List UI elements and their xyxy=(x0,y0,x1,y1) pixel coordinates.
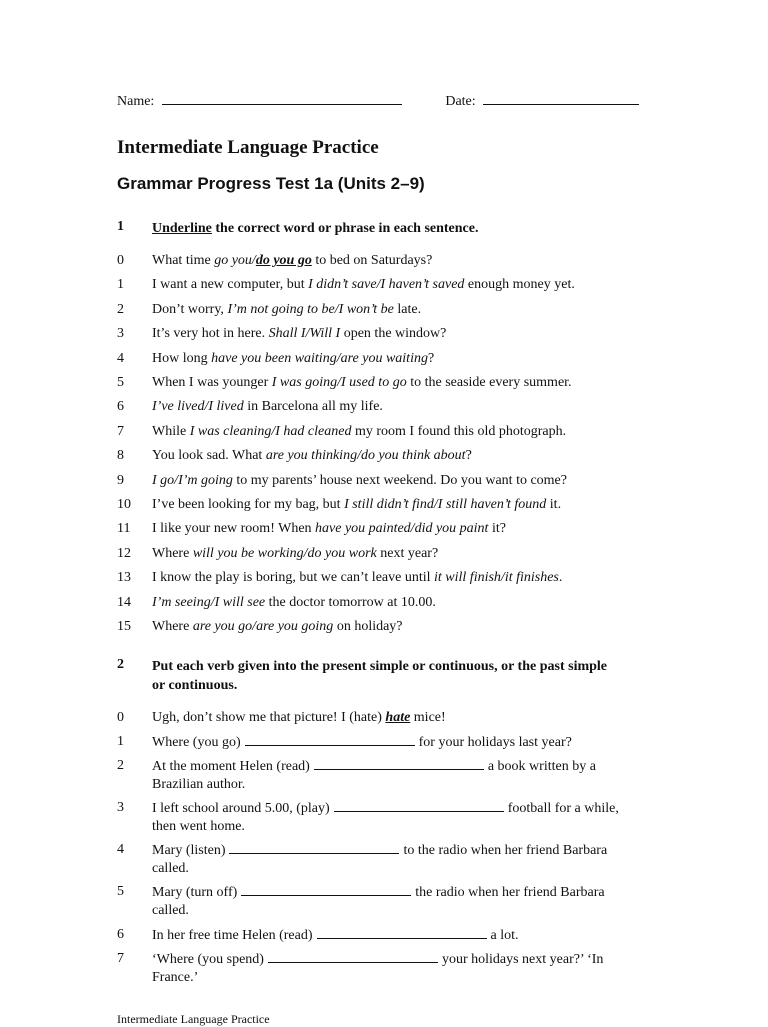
item-text xyxy=(152,926,642,945)
answer-blank[interactable] xyxy=(334,799,504,812)
item-number: 1 xyxy=(117,734,124,749)
item-prefix: I left school around 5.00, (play) xyxy=(152,801,330,816)
option-1[interactable]: I still didn’t find xyxy=(344,497,434,512)
item-prefix: Where xyxy=(152,619,193,634)
option-2[interactable]: do you go xyxy=(255,253,312,268)
item-prefix: I like your new room! When xyxy=(152,521,316,537)
item-suffix: in Barcelona all my life. xyxy=(243,399,383,415)
item-number: 7 xyxy=(117,951,124,966)
item-prefix: ‘Where (you spend) xyxy=(152,952,264,967)
option-2[interactable]: it finishes xyxy=(504,570,559,586)
option-2[interactable]: are you going xyxy=(256,619,334,634)
item-number: 14 xyxy=(117,594,131,610)
name-blank[interactable] xyxy=(162,92,402,105)
option-separator: / xyxy=(210,594,215,610)
option-separator: / xyxy=(174,472,179,488)
option-1[interactable]: I was going xyxy=(271,375,338,390)
option-1[interactable]: go you xyxy=(214,253,252,268)
item-text xyxy=(152,374,642,392)
page-title: Intermediate Language Practice xyxy=(117,137,379,158)
answer-blank[interactable] xyxy=(268,950,438,963)
item-prefix: In her free time Helen (read) xyxy=(152,928,313,943)
option-separator: / xyxy=(433,497,438,512)
item-text xyxy=(152,325,642,343)
item-suffix: to the seaside every summer. xyxy=(406,375,572,390)
item-prefix: You look sad. What xyxy=(152,448,266,464)
item-suffix: to bed on Saturdays? xyxy=(311,253,433,268)
option-1[interactable]: I’ve lived xyxy=(152,399,205,415)
test-subtitle: Grammar Progress Test 1a (Units 2–9) xyxy=(117,174,425,193)
item-text xyxy=(152,423,642,441)
item-number: 2 xyxy=(117,758,124,773)
item-suffix: mice! xyxy=(410,710,446,725)
item-text xyxy=(152,520,642,538)
option-2[interactable]: I will see xyxy=(214,594,266,610)
option-separator: / xyxy=(271,423,276,439)
item-prefix: Ugh, don’t show me that picture! I (hate) xyxy=(152,710,386,725)
item-prefix: Don’t worry, xyxy=(152,301,228,317)
item-number: 1 xyxy=(117,277,124,293)
item-number: 0 xyxy=(117,710,124,725)
item-prefix: Mary (listen) xyxy=(152,843,226,858)
option-2[interactable]: I’m going xyxy=(178,472,233,488)
option-1[interactable]: I go xyxy=(152,472,175,488)
answer-blank[interactable] xyxy=(245,733,415,746)
item-number: 13 xyxy=(117,570,131,586)
item-suffix: your holidays next year?’ ‘In France.’ xyxy=(152,952,604,985)
answer-blank[interactable] xyxy=(317,926,487,939)
item-text xyxy=(152,545,642,563)
option-1[interactable]: I’m not going to be xyxy=(227,301,335,317)
item-text xyxy=(152,709,642,727)
option-separator: / xyxy=(337,375,341,390)
item-suffix: open the window? xyxy=(340,326,447,342)
option-1[interactable]: have you been waiting xyxy=(211,350,337,366)
option-separator: / xyxy=(500,570,505,586)
item-text xyxy=(152,950,642,987)
item-number: 6 xyxy=(117,927,124,942)
item-prefix: Mary (turn off) xyxy=(152,885,238,900)
item-number: 8 xyxy=(117,448,124,464)
item-text xyxy=(152,799,642,836)
item-number: 9 xyxy=(117,472,124,488)
item-prefix: I know the play is boring, but we can’t leave until xyxy=(152,570,435,586)
option-2[interactable]: I won’t be xyxy=(338,301,394,317)
option-separator: / xyxy=(357,448,361,464)
option-2[interactable]: I haven’t saved xyxy=(380,277,465,293)
item-number: 0 xyxy=(117,253,124,268)
item-number: 5 xyxy=(117,884,124,899)
option-2[interactable]: do you work xyxy=(307,545,377,561)
option-separator: / xyxy=(252,619,257,634)
item-prefix: How long xyxy=(152,350,212,366)
option-1[interactable]: have you painted xyxy=(315,521,411,537)
item-text xyxy=(152,252,642,270)
section-number: 1 xyxy=(117,219,124,234)
item-number: 6 xyxy=(117,399,124,415)
item-suffix: my room I found this old photograph. xyxy=(351,423,567,439)
item-suffix: . xyxy=(558,570,563,586)
option-1[interactable]: will you be working xyxy=(192,545,304,561)
option-1[interactable]: it will finish xyxy=(434,570,501,586)
date-blank[interactable] xyxy=(483,92,639,105)
item-prefix: What time xyxy=(152,253,215,268)
item-text xyxy=(152,301,642,319)
item-prefix: I’ve been looking for my bag, but xyxy=(152,497,345,512)
item-number: 4 xyxy=(117,842,124,857)
option-2[interactable]: are you waiting xyxy=(340,350,428,366)
item-suffix: on holiday? xyxy=(333,619,403,634)
item-text xyxy=(152,733,642,752)
option-1[interactable]: I didn’t save xyxy=(308,277,377,293)
item-suffix: it. xyxy=(546,497,562,512)
option-1[interactable]: I was cleaning xyxy=(189,423,272,439)
option-2[interactable]: Will I xyxy=(309,326,341,342)
option-1[interactable]: Shall I xyxy=(268,326,306,342)
item-prefix: At the moment Helen (read) xyxy=(152,759,310,774)
date-label: Date: xyxy=(445,94,476,109)
item-text xyxy=(152,841,642,878)
item-number: 2 xyxy=(117,301,124,317)
option-separator: / xyxy=(303,545,308,561)
answer-blank[interactable] xyxy=(314,757,484,770)
option-1[interactable]: I’m seeing xyxy=(152,594,211,610)
instruction-underlined: Underline xyxy=(152,221,212,236)
item-number: 5 xyxy=(117,375,124,390)
item-text xyxy=(152,594,642,612)
option-1[interactable]: are you go xyxy=(192,619,253,634)
item-prefix: Where (you go) xyxy=(152,735,241,750)
item-text xyxy=(152,472,642,490)
item-number: 3 xyxy=(117,326,124,342)
item-text xyxy=(152,350,642,368)
option-separator: / xyxy=(305,326,310,342)
item-suffix: to my parents’ house next weekend. Do you want to come? xyxy=(232,472,567,488)
item-suffix: football for a while, then went home. xyxy=(152,801,619,834)
option-separator: / xyxy=(251,253,256,268)
option-2[interactable]: I still haven’t found xyxy=(437,497,547,512)
item-number: 15 xyxy=(117,619,131,634)
item-number: 3 xyxy=(117,800,124,815)
option-separator: / xyxy=(410,521,415,537)
section-instruction xyxy=(152,219,632,238)
item-suffix: ? xyxy=(427,350,435,366)
item-number: 10 xyxy=(117,497,131,512)
item-number: 12 xyxy=(117,545,131,561)
item-text xyxy=(152,447,642,465)
item-number: 4 xyxy=(117,350,124,366)
instruction-rest: the correct word or phrase in each sentence. xyxy=(211,221,479,236)
item-text xyxy=(152,276,642,294)
item-suffix: next year? xyxy=(376,545,439,561)
answer-blank[interactable] xyxy=(241,883,411,896)
item-suffix: the doctor tomorrow at 10.00. xyxy=(265,594,436,610)
item-text xyxy=(152,496,642,514)
option-2[interactable]: I used to go xyxy=(340,375,407,390)
name-label: Name: xyxy=(117,94,155,109)
item-suffix: to the radio when her friend Barbara called. xyxy=(152,843,608,876)
option-separator: / xyxy=(334,301,339,317)
item-suffix: for your holidays last year? xyxy=(418,735,572,750)
item-suffix: late. xyxy=(393,301,422,317)
item-prefix: Where xyxy=(152,545,193,561)
option-1[interactable]: are you thinking xyxy=(265,448,358,464)
answer-blank[interactable] xyxy=(229,841,399,854)
item-suffix: a book written by a Brazilian author. xyxy=(152,759,596,792)
section-instruction: Put each verb given into the present simple or continuous, or the past simple or continuous. xyxy=(152,659,608,693)
item-number: 7 xyxy=(117,423,124,439)
item-prefix: I want a new computer, but xyxy=(152,277,309,293)
item-suffix: enough money yet. xyxy=(464,277,575,293)
option-2[interactable]: I lived xyxy=(208,399,244,415)
item-prefix: When I was younger xyxy=(152,375,272,390)
option-separator: / xyxy=(204,399,209,415)
option-2[interactable]: do you think about xyxy=(360,448,466,464)
item-text xyxy=(152,398,642,416)
item-text xyxy=(152,757,642,794)
section-number: 2 xyxy=(117,657,124,672)
item-suffix: it? xyxy=(488,521,506,537)
option-2[interactable]: did you paint xyxy=(414,521,489,537)
page-footer: Intermediate Language Practice xyxy=(117,1012,270,1026)
option-2[interactable]: I had cleaned xyxy=(275,423,352,439)
item-number: 11 xyxy=(117,521,131,537)
item-text xyxy=(152,569,642,587)
item-text xyxy=(152,883,642,920)
item-suffix: ? xyxy=(465,448,472,464)
item-suffix: the radio when her friend Barbara called. xyxy=(152,885,605,918)
item-prefix: It’s very hot in here. xyxy=(152,326,269,342)
item-suffix: a lot. xyxy=(490,928,519,943)
item-prefix: While xyxy=(152,423,190,439)
item-text xyxy=(152,618,642,636)
option-separator: / xyxy=(376,277,381,293)
option-separator: / xyxy=(336,350,341,366)
name-date-line xyxy=(117,92,639,110)
example-answer: hate xyxy=(385,710,411,725)
